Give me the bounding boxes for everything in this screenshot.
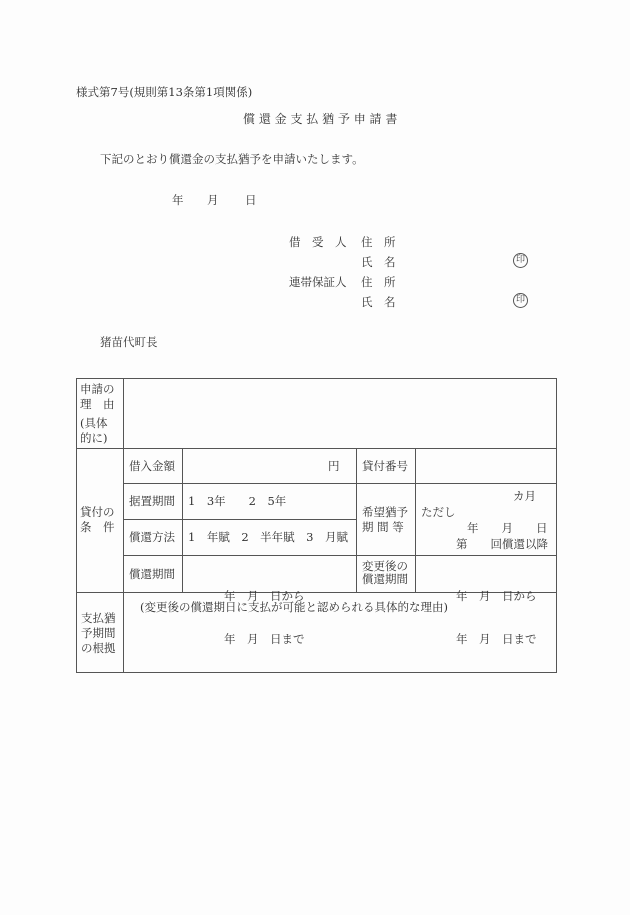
changed-period-field[interactable]: 年 月 日から 年 月 日まで xyxy=(456,589,537,646)
guarantor-address-label: 住 所 xyxy=(361,275,396,289)
reason-field[interactable] xyxy=(125,380,555,446)
page-title: 償 還 金 支 払 猶 予 申 請 書 xyxy=(243,112,398,126)
repayment-method-label: 償還方法 xyxy=(129,530,175,544)
divider xyxy=(182,448,183,592)
seal-icon: 印 xyxy=(513,293,528,308)
basis-label: 支払猶 予期間 の根拠 xyxy=(81,611,116,655)
divider xyxy=(123,555,557,556)
form-number: 様式第7号(規則第13条第1項関係) xyxy=(76,85,253,99)
repayment-period-field[interactable]: 年 月 日から 年 月 日まで xyxy=(224,589,305,646)
intro-text: 下記のとおり償還金の支払猶予を申請いたします。 xyxy=(100,152,364,166)
loan-number-field[interactable] xyxy=(417,450,555,482)
desired-installment[interactable]: 第 回償還以降 xyxy=(456,537,548,551)
date-month: 月 xyxy=(207,193,219,207)
date-year: 年 xyxy=(172,193,184,207)
seal-icon: 印 xyxy=(513,253,528,268)
grace-period-label: 据置期間 xyxy=(129,494,175,508)
borrowed-amount-label: 借入金額 xyxy=(129,459,175,473)
reason-label: 申請の 理 由 (具体 的に) xyxy=(80,382,115,445)
divider xyxy=(356,448,357,592)
divider xyxy=(76,448,557,449)
borrower-label: 借 受 人 xyxy=(289,235,347,249)
borrowed-amount-unit: 円 xyxy=(328,459,340,473)
guarantor-name-label: 氏 名 xyxy=(361,295,396,309)
guarantor-label: 連帯保証人 xyxy=(289,275,347,289)
basis-instruction: (変更後の償還期日に支払が可能と認められる具体的な理由) xyxy=(140,600,448,614)
borrower-address-label: 住 所 xyxy=(361,235,396,249)
repayment-period-label: 償還期間 xyxy=(129,567,175,581)
grace-period-options[interactable]: 1 3年 2 5年 xyxy=(188,494,287,508)
borrower-name-label: 氏 名 xyxy=(361,255,396,269)
addressee: 猪苗代町長 xyxy=(100,335,158,349)
divider xyxy=(415,448,416,592)
divider xyxy=(123,519,356,520)
loan-conditions-label: 貸付の 条 件 xyxy=(80,505,115,534)
divider xyxy=(123,378,124,673)
repayment-method-options[interactable]: 1 年賦 2 半年賦 3 月賦 xyxy=(188,530,348,544)
basis-field[interactable] xyxy=(125,616,555,671)
loan-number-label: 貸付番号 xyxy=(362,459,408,473)
desired-proviso: ただし xyxy=(421,505,456,519)
changed-period-label: 変更後の 償還期間 xyxy=(362,559,408,586)
desired-date[interactable]: 年 月 日 xyxy=(467,521,548,535)
desired-deferral-label: 希望猶予 期 間 等 xyxy=(362,505,408,534)
desired-months[interactable]: カ月 xyxy=(513,489,536,503)
date-day: 日 xyxy=(245,193,257,207)
divider xyxy=(123,483,557,484)
